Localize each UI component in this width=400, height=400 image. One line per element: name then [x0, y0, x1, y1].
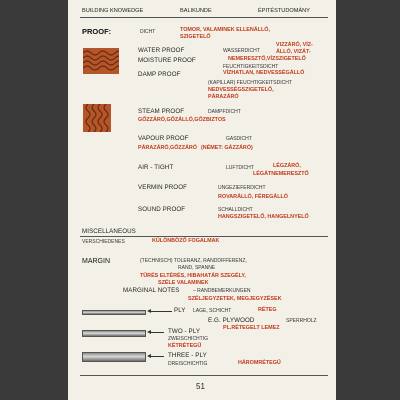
water-proof-hungarian-1: VIZZÁRÓ, VÍZ- — [276, 42, 313, 48]
miscellaneous-rule — [80, 236, 328, 237]
marginal-notes-term: MARGINAL NOTES — [123, 287, 180, 294]
water-proof-swatch-icon — [83, 48, 119, 74]
water-proof-hungarian-3: NEMERESZTŐ,VÍZSZIGETELŐ — [228, 56, 306, 62]
header-hungarian: BALIKUNDE — [180, 8, 212, 14]
moisture-proof-german: FEUCHTIGKEITSDICHT — [223, 64, 279, 70]
water-proof-german: WASSERDICHT — [223, 48, 260, 54]
water-proof-term: WATER PROOF — [138, 47, 185, 54]
margin-term: MARGIN — [82, 258, 110, 265]
vermin-proof-german: UNGEZIEFERDICHT — [218, 185, 266, 191]
vapour-proof-hungarian-2: (NÉMET: GÁZZÁRÓ) — [201, 145, 253, 151]
footer-rule — [80, 375, 328, 376]
proof-german: DICHT — [140, 29, 156, 35]
air-tight-term: AIR - TIGHT — [138, 164, 174, 171]
book-page — [68, 0, 336, 400]
water-proof-hungarian-2: ÁLLÓ, VIZÁT- — [276, 49, 311, 55]
air-tight-hungarian-1: LÉGZÁRÓ, — [273, 163, 301, 169]
air-tight-german: LUFTDICHT — [226, 165, 254, 171]
ply-arrow-icon — [150, 311, 172, 312]
ply-term: PLY — [174, 307, 186, 314]
margin-hungarian-1: TŰRÉS ELTÉRÉS, HIBAHATÁR SZEGÉLY, — [140, 273, 246, 279]
vapour-proof-hungarian: PÁRAZÁRÓ,GŐZZÁRÓ — [138, 145, 197, 151]
sound-proof-term: SOUND PROOF — [138, 206, 186, 213]
plywood-term: E.G. PLYWOOD — [208, 317, 255, 324]
proof-title: PROOF: — [82, 27, 112, 36]
header-german: ÉPITÉSTUDOMÁNY — [258, 8, 310, 14]
three-ply-hungarian: HÁROMRÉTEGŰ — [238, 360, 281, 366]
miscellaneous-hungarian: KÜLÖNBÖZŐ FOGALMAK — [152, 238, 220, 244]
damp-proof-term: DAMP PROOF — [138, 71, 181, 78]
damp-proof-hungarian-2: NEDVESSÉGSZIGETELŐ, — [208, 87, 274, 93]
plywood-german: SPERRHOLZ — [286, 318, 317, 324]
ply-hungarian: RÉTEG — [258, 307, 277, 313]
moisture-proof-term: MOISTURE PROOF — [138, 57, 196, 64]
steam-proof-term: STEAM PROOF — [138, 108, 185, 115]
damp-proof-german: (KAPILLAR) FEUCHTIGKEITSDICHT — [208, 80, 292, 86]
miscellaneous-german: VERSCHIEDENES — [82, 239, 125, 245]
vapour-proof-german: GASDICHT — [226, 136, 252, 142]
marginal-notes-hungarian: SZÉLJEGYZETEK, MEGJEGYZÉSEK — [188, 296, 282, 302]
two-ply-german: ZWEISCHICHTIG — [168, 336, 208, 342]
sound-proof-german: SCHALLDICHT — [218, 207, 253, 213]
margin-german-2: RAND, SPANNE — [178, 265, 216, 271]
marginal-notes-german: – RANDBEMERKUNGEN — [193, 288, 251, 294]
proof-hungarian-2: SZIGETELŐ — [180, 34, 211, 40]
two-ply-bar-icon — [82, 330, 146, 337]
margin-german-1: (TECHNISCH) TOLERANZ, RANDDIFFERENZ, — [140, 258, 247, 264]
three-ply-term: THREE - PLY — [168, 352, 207, 359]
sound-proof-hungarian: HANGSZIGETELŐ, HANGELNYELŐ — [218, 214, 309, 220]
miscellaneous-heading: MISCELLANEOUS — [82, 228, 136, 235]
ply-bar-icon — [82, 310, 146, 315]
steam-proof-swatch-icon — [83, 104, 111, 132]
two-ply-term: TWO - PLY — [168, 328, 201, 335]
vapour-proof-term: VAPOUR PROOF — [138, 135, 189, 142]
header-english: BUILDING KNOWEDGE — [82, 8, 144, 14]
steam-proof-hungarian: GŐZZÁRÓ,GŐZÁLLÓ,GŐZBIZTOS — [138, 117, 226, 123]
margin-hungarian-2: SZÉLE VALAMINEK — [158, 280, 209, 286]
three-ply-arrow-icon — [150, 356, 164, 357]
steam-proof-german: DAMPFDICHT — [208, 109, 241, 115]
damp-proof-hungarian-1: VÍZHATLAN, NEDVESSÉGÁLLÓ — [223, 70, 305, 76]
vermin-proof-hungarian: ROVARÁLLÓ, FÉREGÁLLÓ — [218, 194, 288, 200]
page-number: 51 — [196, 382, 205, 391]
vermin-proof-term: VERMIN PROOF — [138, 184, 187, 191]
three-ply-german: DREISCHICHTIG — [168, 361, 208, 367]
two-ply-hungarian: KÉTRÉTEGŰ — [168, 343, 202, 349]
air-tight-hungarian-2: LÉGÁTNEMERESZTŐ — [253, 171, 309, 177]
header-rule — [80, 17, 328, 18]
proof-hungarian-1: TOMOR, VALAMINEK ELLENÁLLÓ, — [180, 27, 270, 33]
plywood-hungarian: PL.RÉTEGELT LEMEZ — [223, 325, 280, 331]
three-ply-bar-icon — [82, 352, 146, 362]
ply-german: LAGE, SCHICHT — [193, 308, 232, 314]
damp-proof-hungarian-3: PÁRAZÁRÓ — [208, 94, 239, 100]
two-ply-arrow-icon — [150, 332, 164, 333]
